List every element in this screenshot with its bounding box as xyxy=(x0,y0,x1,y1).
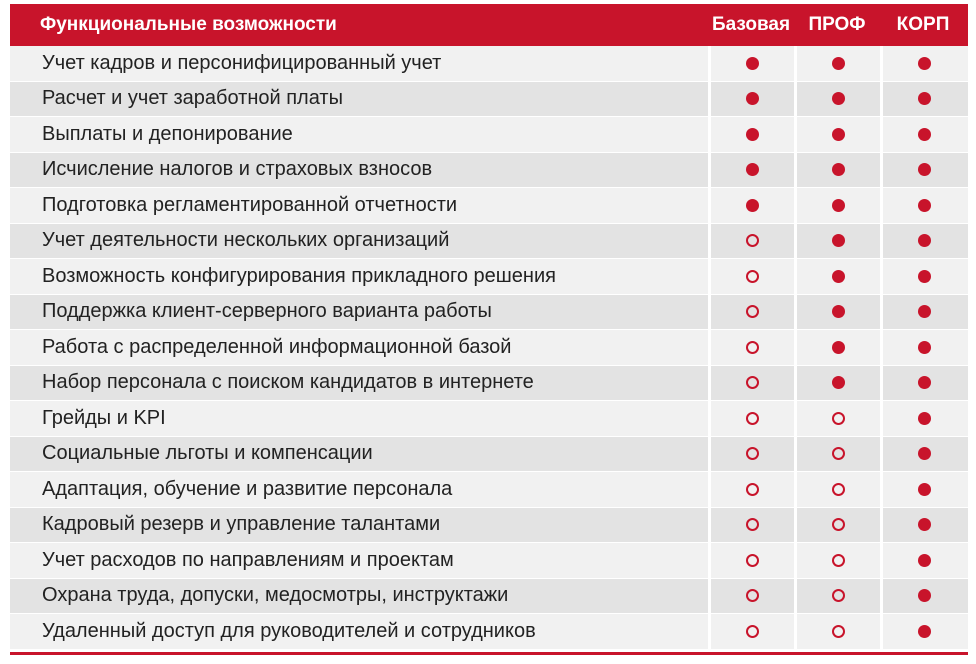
filled-dot-icon xyxy=(918,128,931,141)
availability-cell xyxy=(880,472,966,507)
availability-cell xyxy=(880,259,966,294)
table-row xyxy=(10,259,968,295)
table-row xyxy=(10,188,968,224)
availability-cell xyxy=(794,117,880,152)
availability-cell xyxy=(880,401,966,436)
table-row xyxy=(10,46,968,82)
feature-label: Грейды и KPI xyxy=(42,406,166,429)
filled-dot-icon xyxy=(832,234,845,247)
filled-dot-icon xyxy=(918,554,931,567)
availability-cell xyxy=(794,295,880,330)
table-row xyxy=(10,437,968,473)
feature-label: Учет деятельности нескольких организаций xyxy=(42,229,450,252)
availability-cell xyxy=(708,366,794,401)
hollow-dot-icon xyxy=(746,625,759,638)
filled-dot-icon xyxy=(918,483,931,496)
filled-dot-icon xyxy=(918,625,931,638)
availability-cell xyxy=(880,82,966,117)
table-body xyxy=(10,46,968,650)
filled-dot-icon xyxy=(918,447,931,460)
filled-dot-icon xyxy=(918,270,931,283)
table-row xyxy=(10,224,968,260)
availability-cell xyxy=(794,153,880,188)
filled-dot-icon xyxy=(746,199,759,212)
header-feature-label: Функциональные возможности xyxy=(40,14,337,35)
availability-cell xyxy=(880,117,966,152)
features-table xyxy=(10,4,968,655)
header-edition-korp: КОРП xyxy=(896,14,950,35)
feature-label: Набор персонала с поиском кандидатов в интернете xyxy=(42,371,534,394)
availability-cell xyxy=(708,259,794,294)
availability-cell xyxy=(880,46,966,81)
availability-cell xyxy=(708,508,794,543)
table-row xyxy=(10,614,968,650)
availability-cell xyxy=(880,153,966,188)
availability-cell xyxy=(880,188,966,223)
feature-label: Подготовка регламентированной отчетности xyxy=(42,193,458,216)
availability-cell xyxy=(708,82,794,117)
filled-dot-icon xyxy=(746,57,759,70)
feature-label: Социальные льготы и компенсации xyxy=(42,442,373,465)
availability-cell xyxy=(708,224,794,259)
filled-dot-icon xyxy=(832,305,845,318)
hollow-dot-icon xyxy=(746,447,759,460)
filled-dot-icon xyxy=(746,128,759,141)
feature-label: Учет кадров и персонифицированный учет xyxy=(42,51,442,74)
filled-dot-icon xyxy=(832,92,845,105)
feature-label: Расчет и учет заработной платы xyxy=(42,87,343,110)
feature-label: Возможность конфигурирования прикладного решения xyxy=(42,264,556,287)
feature-label: Охрана труда, допуски, медосмотры, инструктажи xyxy=(42,584,509,607)
filled-dot-icon xyxy=(918,376,931,389)
availability-cell xyxy=(794,366,880,401)
filled-dot-icon xyxy=(746,92,759,105)
filled-dot-icon xyxy=(918,163,931,176)
availability-cell xyxy=(708,614,794,649)
table-row xyxy=(10,117,968,153)
availability-cell xyxy=(794,224,880,259)
hollow-dot-icon xyxy=(746,234,759,247)
availability-cell xyxy=(880,579,966,614)
availability-cell xyxy=(880,224,966,259)
filled-dot-icon xyxy=(918,589,931,602)
hollow-dot-icon xyxy=(746,554,759,567)
feature-label: Поддержка клиент-серверного варианта работы xyxy=(42,300,492,323)
availability-cell xyxy=(794,579,880,614)
availability-cell xyxy=(880,330,966,365)
hollow-dot-icon xyxy=(832,554,845,567)
availability-cell xyxy=(708,472,794,507)
hollow-dot-icon xyxy=(746,412,759,425)
availability-cell xyxy=(708,188,794,223)
hollow-dot-icon xyxy=(746,518,759,531)
availability-cell xyxy=(708,579,794,614)
filled-dot-icon xyxy=(918,518,931,531)
filled-dot-icon xyxy=(918,341,931,354)
table-row xyxy=(10,579,968,615)
filled-dot-icon xyxy=(918,57,931,70)
table-row xyxy=(10,472,968,508)
filled-dot-icon xyxy=(832,376,845,389)
availability-cell xyxy=(708,401,794,436)
hollow-dot-icon xyxy=(832,447,845,460)
header-edition-basic: Базовая xyxy=(711,14,791,35)
filled-dot-icon xyxy=(918,92,931,105)
hollow-dot-icon xyxy=(746,589,759,602)
hollow-dot-icon xyxy=(746,376,759,389)
bottom-divider xyxy=(10,652,968,655)
availability-cell xyxy=(708,117,794,152)
feature-label: Выплаты и депонирование xyxy=(42,122,293,145)
availability-cell xyxy=(794,330,880,365)
table-row xyxy=(10,153,968,189)
feature-label: Работа с распределенной информационной базой xyxy=(42,335,512,358)
header-edition-prof: ПРОФ xyxy=(808,14,866,35)
table-row xyxy=(10,295,968,331)
table-row xyxy=(10,330,968,366)
filled-dot-icon xyxy=(746,163,759,176)
availability-cell xyxy=(794,614,880,649)
hollow-dot-icon xyxy=(832,412,845,425)
availability-cell xyxy=(708,153,794,188)
hollow-dot-icon xyxy=(832,518,845,531)
availability-cell xyxy=(880,508,966,543)
feature-label: Удаленный доступ для руководителей и сотрудников xyxy=(42,619,536,642)
availability-cell xyxy=(794,82,880,117)
filled-dot-icon xyxy=(832,341,845,354)
availability-cell xyxy=(708,330,794,365)
filled-dot-icon xyxy=(832,57,845,70)
availability-cell xyxy=(708,543,794,578)
availability-cell xyxy=(708,295,794,330)
filled-dot-icon xyxy=(832,270,845,283)
table-row xyxy=(10,82,968,118)
availability-cell xyxy=(794,508,880,543)
filled-dot-icon xyxy=(832,128,845,141)
hollow-dot-icon xyxy=(746,270,759,283)
feature-label: Исчисление налогов и страховых взносов xyxy=(42,158,433,181)
filled-dot-icon xyxy=(918,305,931,318)
table-row xyxy=(10,366,968,402)
filled-dot-icon xyxy=(918,234,931,247)
table-row xyxy=(10,401,968,437)
hollow-dot-icon xyxy=(832,625,845,638)
availability-cell xyxy=(880,295,966,330)
filled-dot-icon xyxy=(918,199,931,212)
availability-cell xyxy=(880,366,966,401)
availability-cell xyxy=(708,46,794,81)
table-row xyxy=(10,543,968,579)
feature-label: Кадровый резерв и управление талантами xyxy=(42,513,441,536)
availability-cell xyxy=(794,46,880,81)
availability-cell xyxy=(708,437,794,472)
feature-label: Адаптация, обучение и развитие персонала xyxy=(42,477,453,500)
availability-cell xyxy=(880,543,966,578)
availability-cell xyxy=(880,614,966,649)
availability-cell xyxy=(880,437,966,472)
filled-dot-icon xyxy=(832,199,845,212)
availability-cell xyxy=(794,472,880,507)
filled-dot-icon xyxy=(832,163,845,176)
hollow-dot-icon xyxy=(746,341,759,354)
availability-cell xyxy=(794,401,880,436)
hollow-dot-icon xyxy=(746,305,759,318)
table-header xyxy=(10,4,968,46)
filled-dot-icon xyxy=(918,412,931,425)
feature-label: Учет расходов по направлениям и проектам xyxy=(42,548,454,571)
hollow-dot-icon xyxy=(832,589,845,602)
availability-cell xyxy=(794,259,880,294)
availability-cell xyxy=(794,543,880,578)
hollow-dot-icon xyxy=(832,483,845,496)
availability-cell xyxy=(794,437,880,472)
table-row xyxy=(10,508,968,544)
availability-cell xyxy=(794,188,880,223)
hollow-dot-icon xyxy=(746,483,759,496)
